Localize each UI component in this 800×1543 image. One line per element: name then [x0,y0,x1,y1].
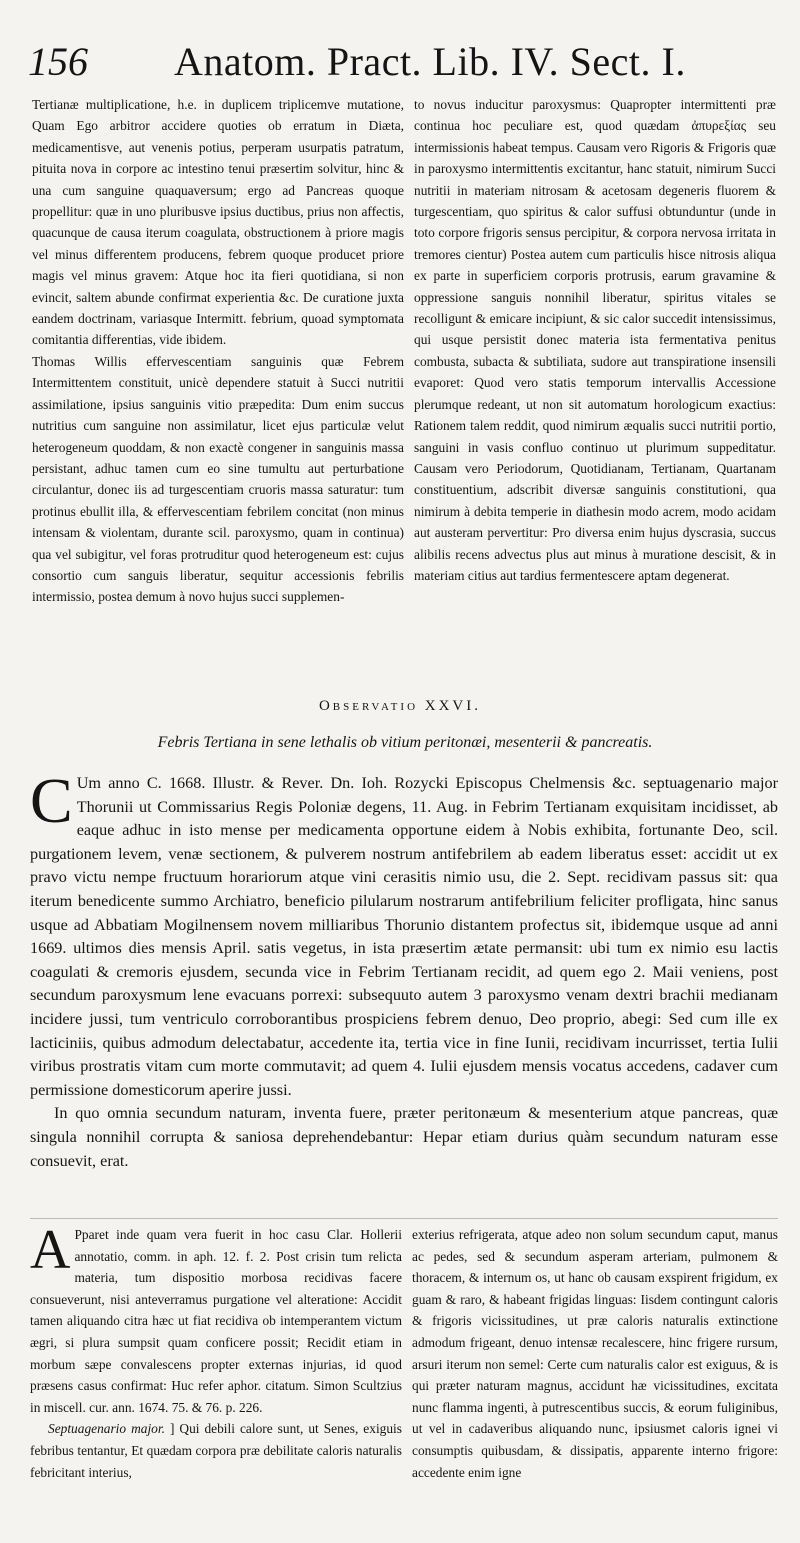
column-left [32,94,404,684]
observation-title: Febris Tertiana in sene lethalis ob vitium peritonæi, mesenterii & pancreatis. [157,734,653,751]
paragraph: Tertianæ multiplicatione, h.e. in duplicem triplicemve mutatione, Quam Ego arbitror accidere quoties ob erratum in Diæta, medicamentisve, aut venenis potius, perperam usurpatis patratum, pituita nova in corpore ac intestino tenui præsertim solvitur, hinc & una cum sanguine quaquaversum; ergo ad Pancreas quoque propellitur: quæ in uno pluribusve ipsius ductibus, prius non affectis, quacunque de causa iterum coagulata, obstructionem à priore magis vel minus differentem producens, febrem quoque producet priore magis vel minus gravem: Atque hoc ita fieri quotidiana, si non evincit, saltem abunde confirmat experientia &c. De curatione juxta eandem doctrinam, variasque Intermitt. febrium, quoad symptomata comitantia differentias, vide ibidem. [32,97,404,348]
main-paragraph: In quo omnia secundum naturam, inventa fuere, præter peritonæum & mesenterium atque pancreas, quæ singula nonnihil corrupta & saniosa deprehendebantur: Hepar etiam durius quàm secundum naturam esse consuevit, erat. [30,1104,778,1170]
main-text [30,772,778,1217]
running-title: Anatom. Pract. Lib. IV. Sect. I. [174,39,686,84]
commentary-paragraph [30,1224,402,1418]
divider [30,1218,778,1219]
main-paragraph-text: Um anno C. 1668. Illustr. & Rever. Dn. Ioh. Rozycki Episcopus Chelmensis &c. septuagenario major Thorunii ut Commissarius Regis Poloniæ degens, 11. Aug. in Febrim Tertianam exquisitam incidisset, ab eaque adhuc in isto mense per medicamenta opportune eidem à Nobis exhibita, fortunante Deo, scil. purgationem levem, venæ sectionem, & pulverem nostrum antifebrilem ab eadem liberatus esset: accidit ut ex pravo victu nempe fructuum horariorum atque vini cerasitis nimio usu, die 2. Sept. recidivam passus sit: qua iterum benedicente summo Archiatro, beneficio pilularum nostrarum antifebrilium feliciter profligata, hinc sanus usque ad Abbatiam Mogilnensem novem milliaribus Thorunio distantem profectus sit, ibidemque usque ad anni 1669. ultimos dies mensis April. satis vegetus, in ista præsertim ætate permansit: ubi tum ex nimio esu lactis coagulati & cremoris ejusdem, secunda vice in Febrim Tertianam recidit, ad quem ego 2. Maii veniens, post secundum paroxysmum lene evacuans porrexi: subsequuto autem 3 paroxysmo venam dextri brachii medianam incidere jussi, tum ventriculo corroborantibus prospiciens febrem denuo, Deo proprio, abegi: Sed cum ille ex lacticiniis, quibus admodum delectabatur, accedente ita, tertia vice in fine Iunii, recidivam incurrisset, tertia Iulii viribus prostratis vitam cum morte commutavit; ad quem 4. Iulii ejusdem mensis vocatus accedens, cadaver cum permissione domesticorum aperire jussi. [30,774,778,1099]
commentary-left [30,1224,402,1524]
main-paragraph [30,772,778,1102]
page-number: 156 [28,39,88,84]
note-text: ] Qui debili calore sunt, ut Senes, exiguis febribus tentantur, Et quædam corpora præ debilitate caloris naturalis febricitant interius, [30,1421,402,1480]
drop-cap: C [30,772,73,836]
drop-cap: A [30,1224,71,1281]
column-right [414,94,776,684]
commentary-paragraph: exterius refrigerata, atque adeo non solum secundum caput, manus ac pedes, sed & secundum asperam arteriam, pulmonem & thoracem, & internum os, ut hanc ob causam exspirent frigidum, ex guam & raro, & habeant frigidas linguas: Iisdem contingunt caloris & frigoris vicissitudines, ut præ caloris naturalis extinctione admodum frigeant, denuo intensæ recalescere, hinc frigere rursum, arsuri iterum non semel: Certe cum naturalis calor est exiguus, & is qui præter naturam magnus, accidunt hæ vicissitudines, excitata nunc flamma ingenti, à putrescentibus succis, & eorum fuliginibus, ut vel in cadaveribus aliquando nunc, ipsiusmet caloris ignei vi consumptis quibusdam, & dissipatis, apparente interno frigore: accedente enim igne [412,1227,778,1480]
paragraph: Thomas Willis effervescentiam sanguinis quæ Febrem Intermittentem constituit, unicè dependere statuit à Succi nutritii assimilatione, ipsius sanguinis vitio præpedita: Dum enim succus nutritius cum sanguine non assimilatur, licet ejus particulæ velut heterogeneum quoddam, & non exactè congener in sanguinis massa persistant, adhuc tamen cum eo sine tumultu aut perturbatione circulantur, donec iis ad turgescentiam cruoris massa saturatur: tum protinus ebullit illa, & effervescentiam febrilem concitat (non minus intensam & violentam, durante scil. paroxysmo, quam in continua) qua vel subigitur, vel foras protruditur quod heterogeneum est: cujus consortio cum sanguis liberatur, sequitur accessionis febrilis intermissio, postea demum à novo hujus succi supplemen- [32,353,404,605]
page-header [28,38,768,88]
observation-heading: Observatio XXVI. [318,698,482,714]
commentary-right [412,1224,778,1524]
paragraph: to novus inducitur paroxysmus: Quapropter intermittenti præ continua hoc peculiare est, quod quædam ἀπυρεξίας seu intermissionis habeat tempus. Causam vero Rigoris & Frigoris quæ in paroxysmo intermittentis excitantur, hanc statuit, nimirum Succi nutritii in materiam nitrosam & acetosam degeneris fluorem & turgescentiam, quo spiritus & calor suffusi obtunduntur (unde in toto corpore frigoris sensus percipitur, & corpora nervosa irritata in tremores cientur) Postea autem cum particulis hisce nitrosis aliqua ex parte in superficiem corporis protrusis, earum gravamine & oppressione sanguis nonnihil liberatur, spiritus vitales se recolligunt & emicare incipiunt, & sic calor succedit intensissimus, qui usque persistit donec materia ista fermentativa penitus combusta, subacta & subtiliata, sudore aut transpiratione insensili evaporet: Quod vero statis temporum intervallis Accessione plerumque redeant, ut non sit automatum horologicum exactius: Rationem talem reddit, quod nimirum æqualis succi nutritii portio, sanguini in vasis confluo continuo ut plurimum suppeditatur. Causam vero Periodorum, Quotidianam, Tertianam, Quartanam constituentium, adscribit diversæ sanguinis constitutioni, qua nimirum à debita temperie in diathesin modo acrem, modo acidam aut austeram pervertitur: Pro diversa enim hujus dyscrasia, succus alibilis recens advectus plus aut minus à muratione descisit, & in materiam citius aut tardius fermentescere aptam degenerat. [414,97,776,583]
commentary-text: Pparet inde quam vera fuerit in hoc casu Clar. Hollerii annotatio, comm. in aph. 12. f. 2. Post crisin tum relicta materia, tum dispositio morbosa recidivas facere consueverunt, nisi anteverramus purgatione vel alteratione: Accidit tamen aliquando citra hæc ut fiat recidiva ob intemperantem victum ægri, si plura sumpsit quam conficere possit; Recidit etiam in morbum sæpe convalescens propter externas injurias, id quod præsens casus confirmat: Huc refer aphor. citatum. Simon Scultzius in miscell. cur. ann. 1674. 75. & 76. p. 226. [30,1227,402,1415]
commentary-note [30,1418,402,1483]
note-head: Septuagenario major. [48,1421,165,1437]
